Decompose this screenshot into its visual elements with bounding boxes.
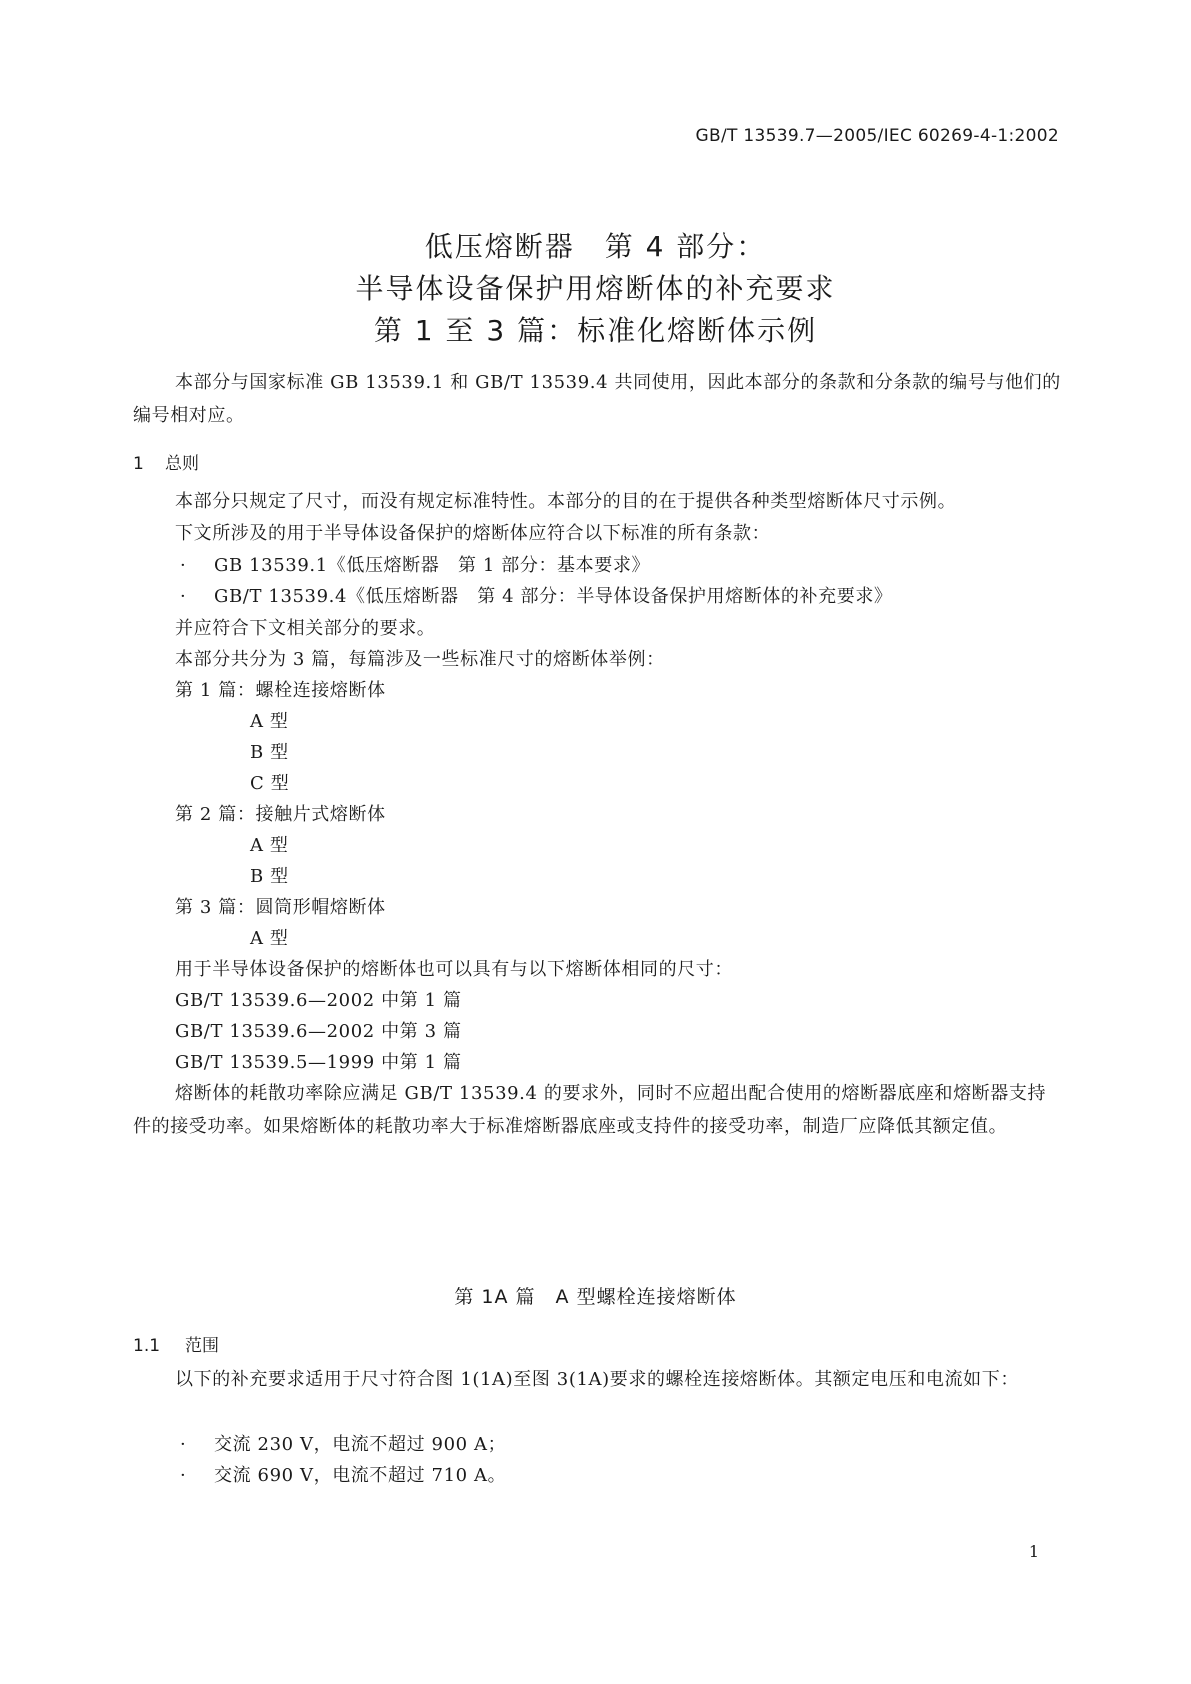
page-number: 1 <box>1028 1542 1039 1561</box>
title-line-2: 半导体设备保护用熔断体的补充要求 <box>355 272 836 305</box>
part-2-type-a: A 型 <box>250 835 289 856</box>
intro-paragraph: 本部分与国家标准 GB 13539.1 和 GB/T 13539.4 共同使用，因此本部分的条款和分条款的编号与他们的编号相对应。 <box>133 372 1061 426</box>
section-1-heading <box>133 449 199 474</box>
list-item: · GB/T 13539.4《低压熔断器 第 4 部分：半导体设备保护用熔断体的补充要求》 <box>180 580 893 613</box>
title-line-1: 低压熔断器 第 4 部分： <box>424 230 767 263</box>
part-1-label: 第 1 篇：螺栓连接熔断体 <box>175 680 386 701</box>
reference-1: GB/T 13539.6—2002 中第 1 篇 <box>175 990 462 1011</box>
reference-3: GB/T 13539.5—1999 中第 1 篇 <box>175 1052 462 1073</box>
part-2-type-b: B 型 <box>250 866 289 887</box>
list-item: · 交流 230 V，电流不超过 900 A； <box>180 1428 506 1461</box>
subsection-title: 范围 <box>185 1336 219 1356</box>
section1-para-6: 熔断体的耗散功率除应满足 GB/T 13539.4 的要求外，同时不应超出配合使用的熔断器底座和熔断器支持件的接受功率。如果熔断体的耗散功率大于标准熔断器底座或支持件的接受功率，制造厂应降低其额定值。 <box>133 1083 1047 1137</box>
standard-code: GB/T 13539.7—2005/IEC 60269-4-1:2002 <box>695 126 1059 146</box>
list-item: · GB 13539.1《低压熔断器 第 1 部分：基本要求》 <box>180 549 650 582</box>
subsection-number: 1.1 <box>133 1336 161 1356</box>
bullet-icon: · <box>180 1465 187 1486</box>
bullet-icon: · <box>180 1434 187 1455</box>
part-1a-title: 第 1A 篇 A 型螺栓连接熔断体 <box>454 1286 737 1308</box>
list-item: · 交流 690 V，电流不超过 710 A。 <box>180 1459 506 1492</box>
section1-para-1: 本部分只规定了尺寸，而没有规定标准特性。本部分的目的在于提供各种类型熔断体尺寸示例。 <box>175 491 957 512</box>
bullet-icon: · <box>180 586 187 607</box>
title-line-3: 第 1 至 3 篇：标准化熔断体示例 <box>373 314 818 347</box>
section-title: 总则 <box>165 454 199 474</box>
subsection-paragraph: 以下的补充要求适用于尺寸符合图 1(1A)至图 3(1A)要求的螺栓连接熔断体。其额定电压和电流如下： <box>175 1369 1019 1390</box>
part-1-type-b: B 型 <box>250 742 289 763</box>
section1-para-5: 用于半导体设备保护的熔断体也可以具有与以下熔断体相同的尺寸： <box>175 959 733 980</box>
reference-2: GB/T 13539.6—2002 中第 3 篇 <box>175 1021 462 1042</box>
part-3-label: 第 3 篇：圆筒形帽熔断体 <box>175 897 386 918</box>
part-1-type-a: A 型 <box>250 711 289 732</box>
subsection-1-1-heading <box>133 1331 219 1356</box>
section-number: 1 <box>133 454 144 474</box>
section1-para-3: 并应符合下文相关部分的要求。 <box>175 618 436 639</box>
part-1-type-c: C 型 <box>250 773 290 794</box>
section1-para-4: 本部分共分为 3 篇，每篇涉及一些标准尺寸的熔断体举例： <box>175 649 665 670</box>
part-2-label: 第 2 篇：接触片式熔断体 <box>175 804 386 825</box>
section1-para-2: 下文所涉及的用于半导体设备保护的熔断体应符合以下标准的所有条款： <box>175 523 771 544</box>
bullet-icon: · <box>180 555 187 576</box>
part-3-type-a: A 型 <box>250 928 289 949</box>
document-title <box>0 226 1191 352</box>
